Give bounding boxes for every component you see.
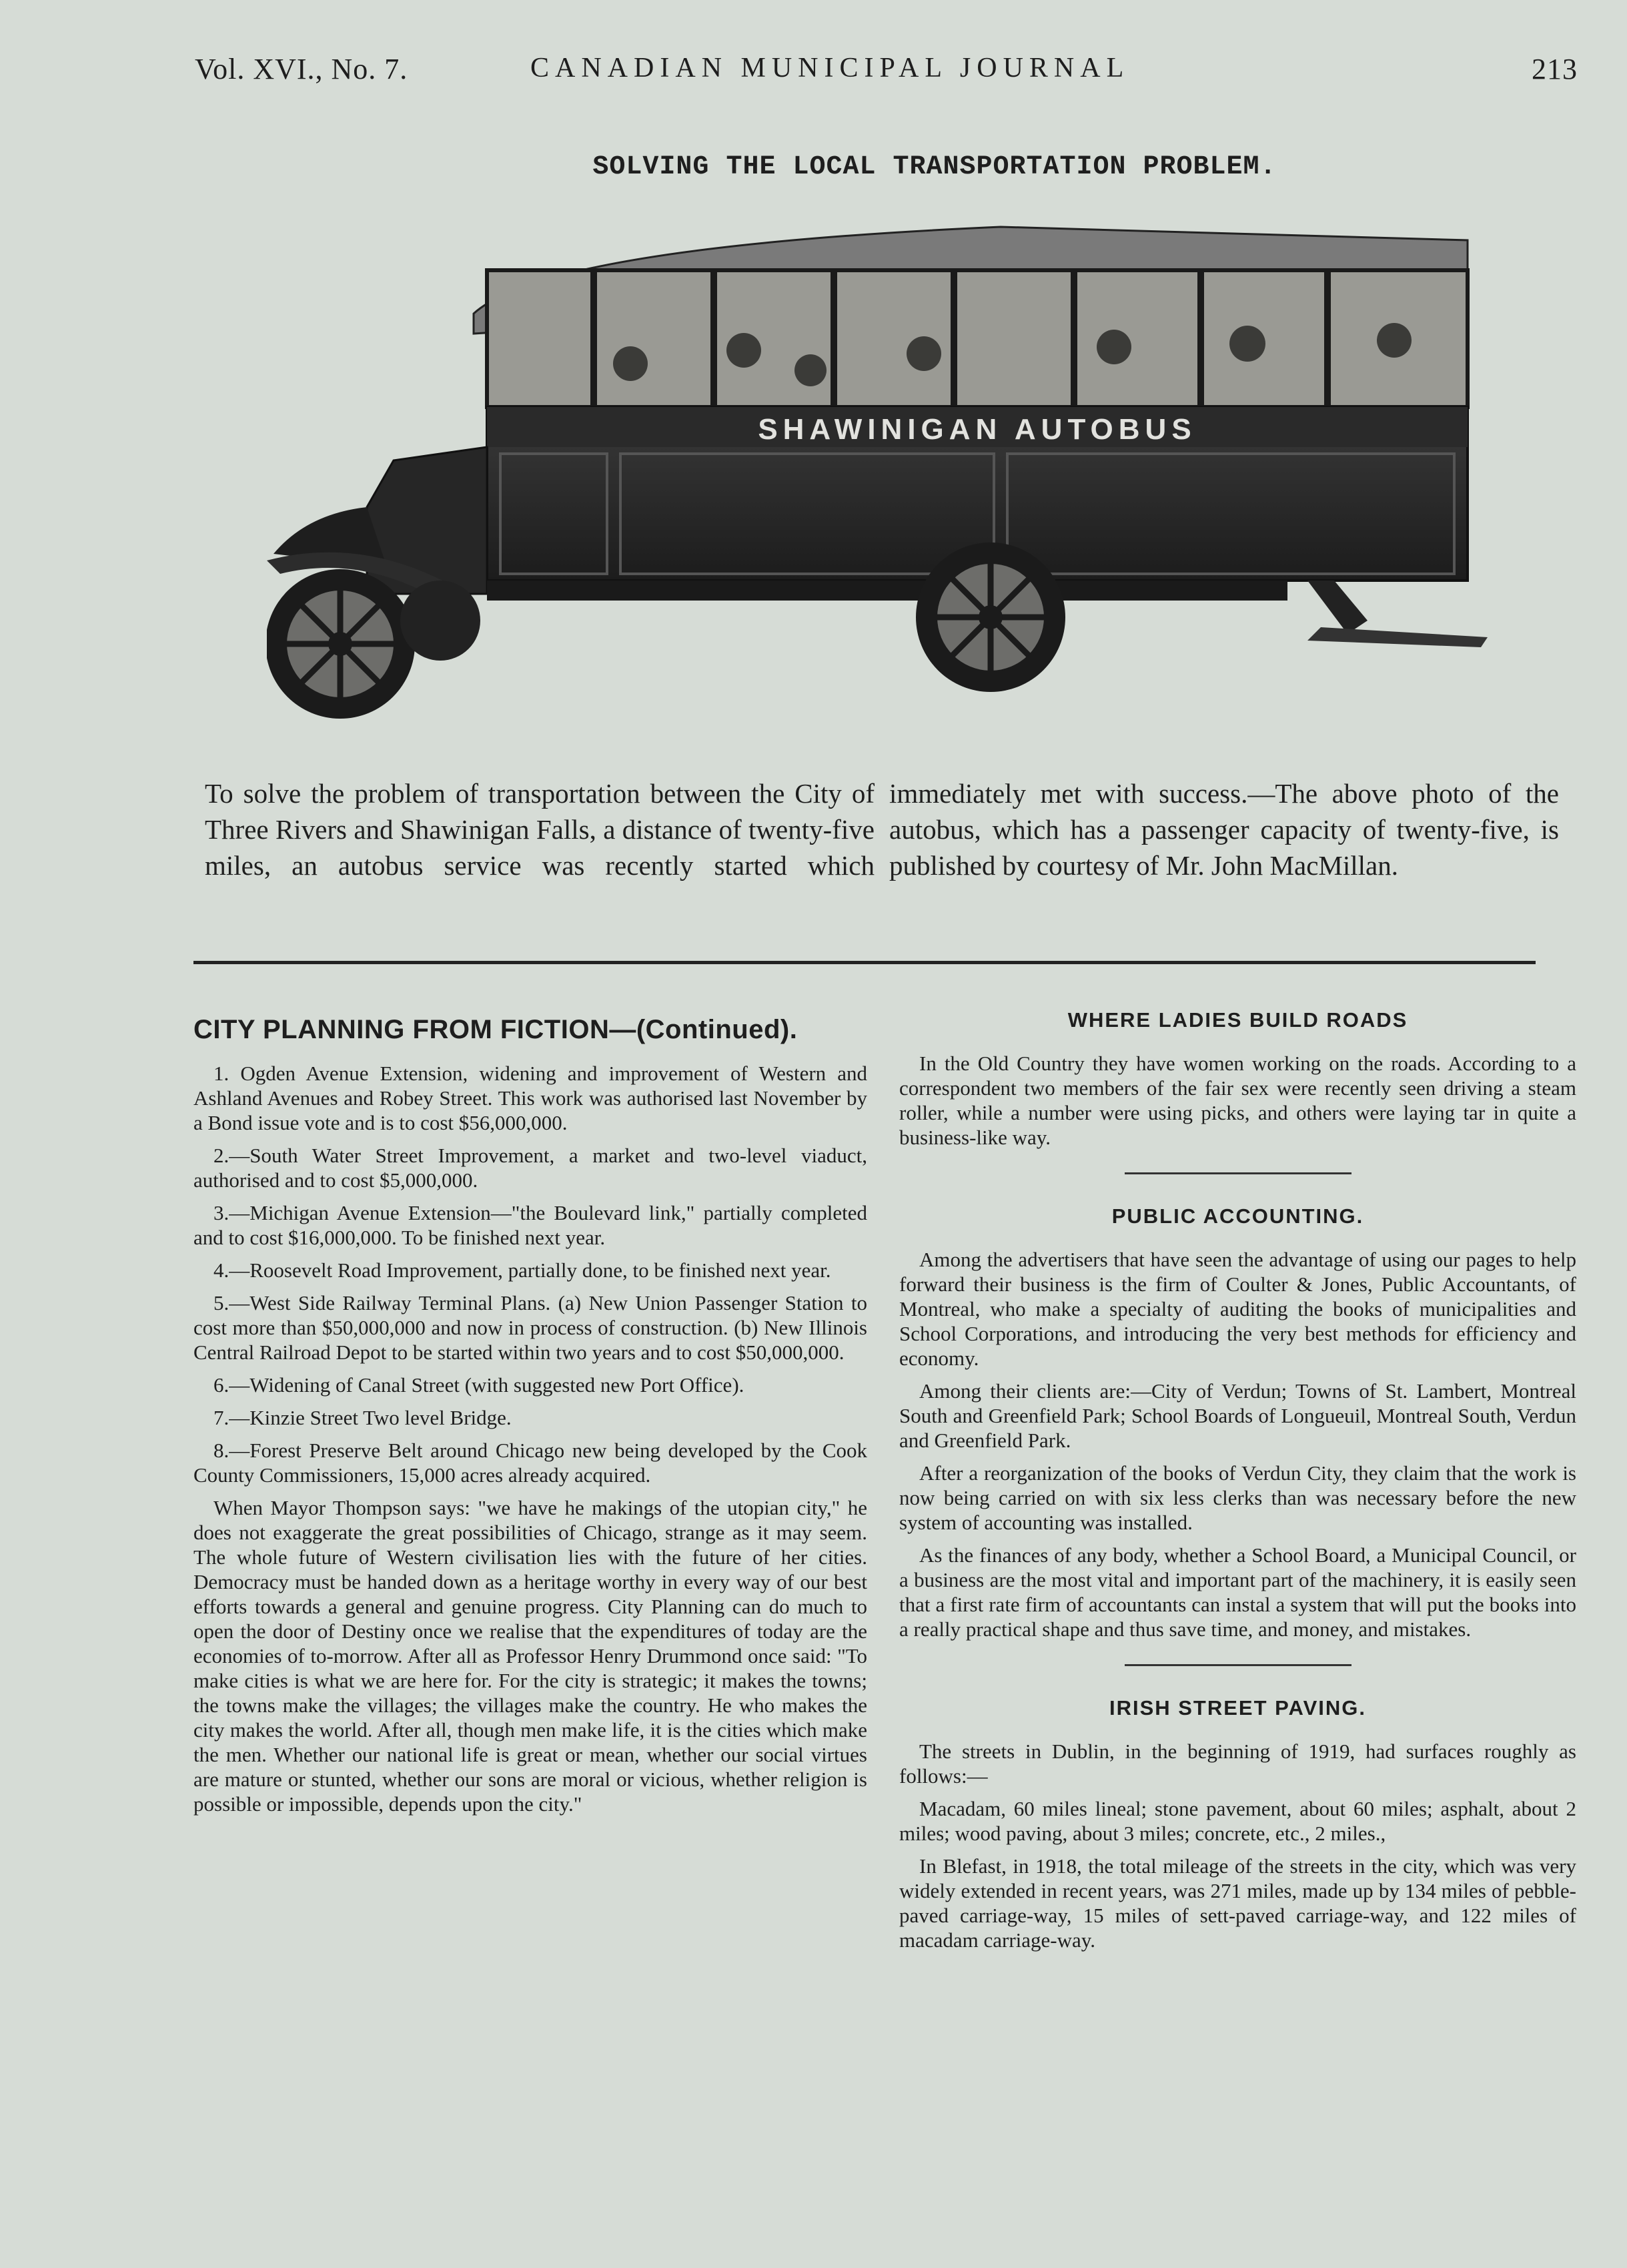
ladies-roads-title: WHERE LADIES BUILD ROADS (1067, 1008, 1408, 1032)
front-wheel (267, 569, 415, 719)
list-item: 2.—South Water Street Improvement, a market and two-level viaduct, authorised and to cost $5,000,000. (193, 1144, 867, 1192)
list-item: 7.—Kinzie Street Two level Bridge. (213, 1406, 512, 1429)
irish-paving-title: IRISH STREET PAVING. (1109, 1696, 1367, 1720)
paragraph: Macadam, 60 miles lineal; stone pavement, about 60 miles; asphalt, about 2 miles; wood paving, about 3 miles; concrete, etc., 2 miles., (899, 1797, 1576, 1845)
paragraph: As the finances of any body, whether a School Board, a Municipal Council, or a business are the most vital and important part of the machinery, it is easily seen that a first rate firm of accountants can instal a system that will put the books into a really practical shape and thus save time, and money, and mistakes. (899, 1543, 1576, 1641)
closing-paragraph: When Mayor Thompson says: "we have he makings of the utopian city," he does not exaggerate the great possibilities of Chicago, strange as it may seem. The whole future of Western civilisation lies with the future of her cities. Democracy must be handed down as a heritage worthy in every way of our best efforts towards a general and genuine progress. City Planning can do much to open the door of Destiny once we realise that the expenditures of today are the economies of to-morrow. After all as Professor Henry Drummond once said: "To make cities is what we are here for. For the city is strategic; it makes the towns; the towns make the villages; the villages make the country. He who makes the city makes the world. After all, though men make life, it is the cities which make the men. Whether our national life is great or mean, whether our social virtues are mature or stunted, whether our sons are moral or vicious, whether religion is possible or impossible, depends upon the city." (193, 1496, 867, 1816)
paragraph: In the Old Country they have women working on the roads. According to a correspondent two members of the fair sex were recently seen driving a steam roller, while a number were using picks, and others were laying tar in quite a business-like way. (899, 1052, 1576, 1149)
section-divider (193, 961, 1536, 964)
list-item: 1. Ogden Avenue Extension, widening and improvement of Western and Ashland Avenues and Robey Street. This work was authorised last November by a Bond issue vote and is to cost $56,000,000. (193, 1062, 867, 1134)
short-divider (1125, 1664, 1351, 1666)
autobus-photo (267, 220, 1508, 747)
left-column (193, 1015, 867, 1824)
rear-wheel (916, 542, 1065, 692)
city-planning-title: CITY PLANNING FROM FICTION—(Continued). (193, 1015, 798, 1044)
list-item: 6.—Widening of Canal Street (with suggested new Port Office). (213, 1373, 744, 1397)
public-accounting-title: PUBLIC ACCOUNTING. (1111, 1204, 1364, 1228)
paragraph: Among the advertisers that have seen the advantage of using our pages to help forward their business is the firm of Coulter & Jones, Public Accountants, of Montreal, who make a specialty of auditing the books of municipalities and School Corporations, and introducing the very best methods for efficiency and economy. (899, 1248, 1576, 1370)
paragraph: After a reorganization of the books of Verdun City, they claim that the work is now being carried on with six less clerks than was necessary before the new system of accounting was installed. (899, 1461, 1576, 1534)
photo-caption: To solve the problem of transportation between the City of Three Rivers and Shawinigan Falls, a distance of twenty-five miles, an autobus service was recently started which immediately met with success.—The above photo of the autobus, which has a passenger capacity of twenty-five, is published by courtesy of Mr. John MacMillan. (205, 778, 1559, 881)
list-item: 4.—Roosevelt Road Improvement, partially done, to be finished next year. (213, 1258, 831, 1282)
page-number: 213 (1532, 53, 1578, 85)
list-item: 8.—Forest Preserve Belt around Chicago new being developed by the Cook County Commissioners, 15,000 acres already acquired. (193, 1439, 867, 1487)
paragraph: Among their clients are:—City of Verdun; Towns of St. Lambert, Montreal South and Greenfield Park; School Boards of Longueuil, Montreal South, Verdun and Greenfield Park. (899, 1379, 1576, 1452)
paragraph: The streets in Dublin, in the beginning of 1919, had surfaces roughly as follows:— (899, 1740, 1576, 1788)
volume-label: Vol. XVI., No. 7. (195, 53, 408, 85)
list-item: 3.—Michigan Avenue Extension—"the Boulevard link," partially completed and to cost $16,000,000. To be finished next year. (193, 1201, 867, 1249)
journal-title: CANADIAN MUNICIPAL JOURNAL (530, 53, 1130, 83)
short-divider (1125, 1172, 1351, 1174)
right-column (899, 1008, 1576, 1960)
feature-title: SOLVING THE LOCAL TRANSPORTATION PROBLEM. (592, 152, 1277, 182)
list-item: 5.—West Side Railway Terminal Plans. (a) New Union Passenger Station to cost more than $50,000,000 and now in process of construction. (b) New Illinois Central Railroad Depot to be started within two years and to cost $50,000,000. (193, 1291, 867, 1364)
paragraph: In Blefast, in 1918, the total mileage of the streets in the city, which was very widely extended in recent years, was 271 miles, made up by 134 miles of pebble-paved carriage-way, 15 miles of sett-paved carriage-way, and 122 miles of macadam carriage-way. (899, 1854, 1576, 1952)
bus-sign: SHAWINIGAN AUTOBUS (758, 413, 1197, 446)
